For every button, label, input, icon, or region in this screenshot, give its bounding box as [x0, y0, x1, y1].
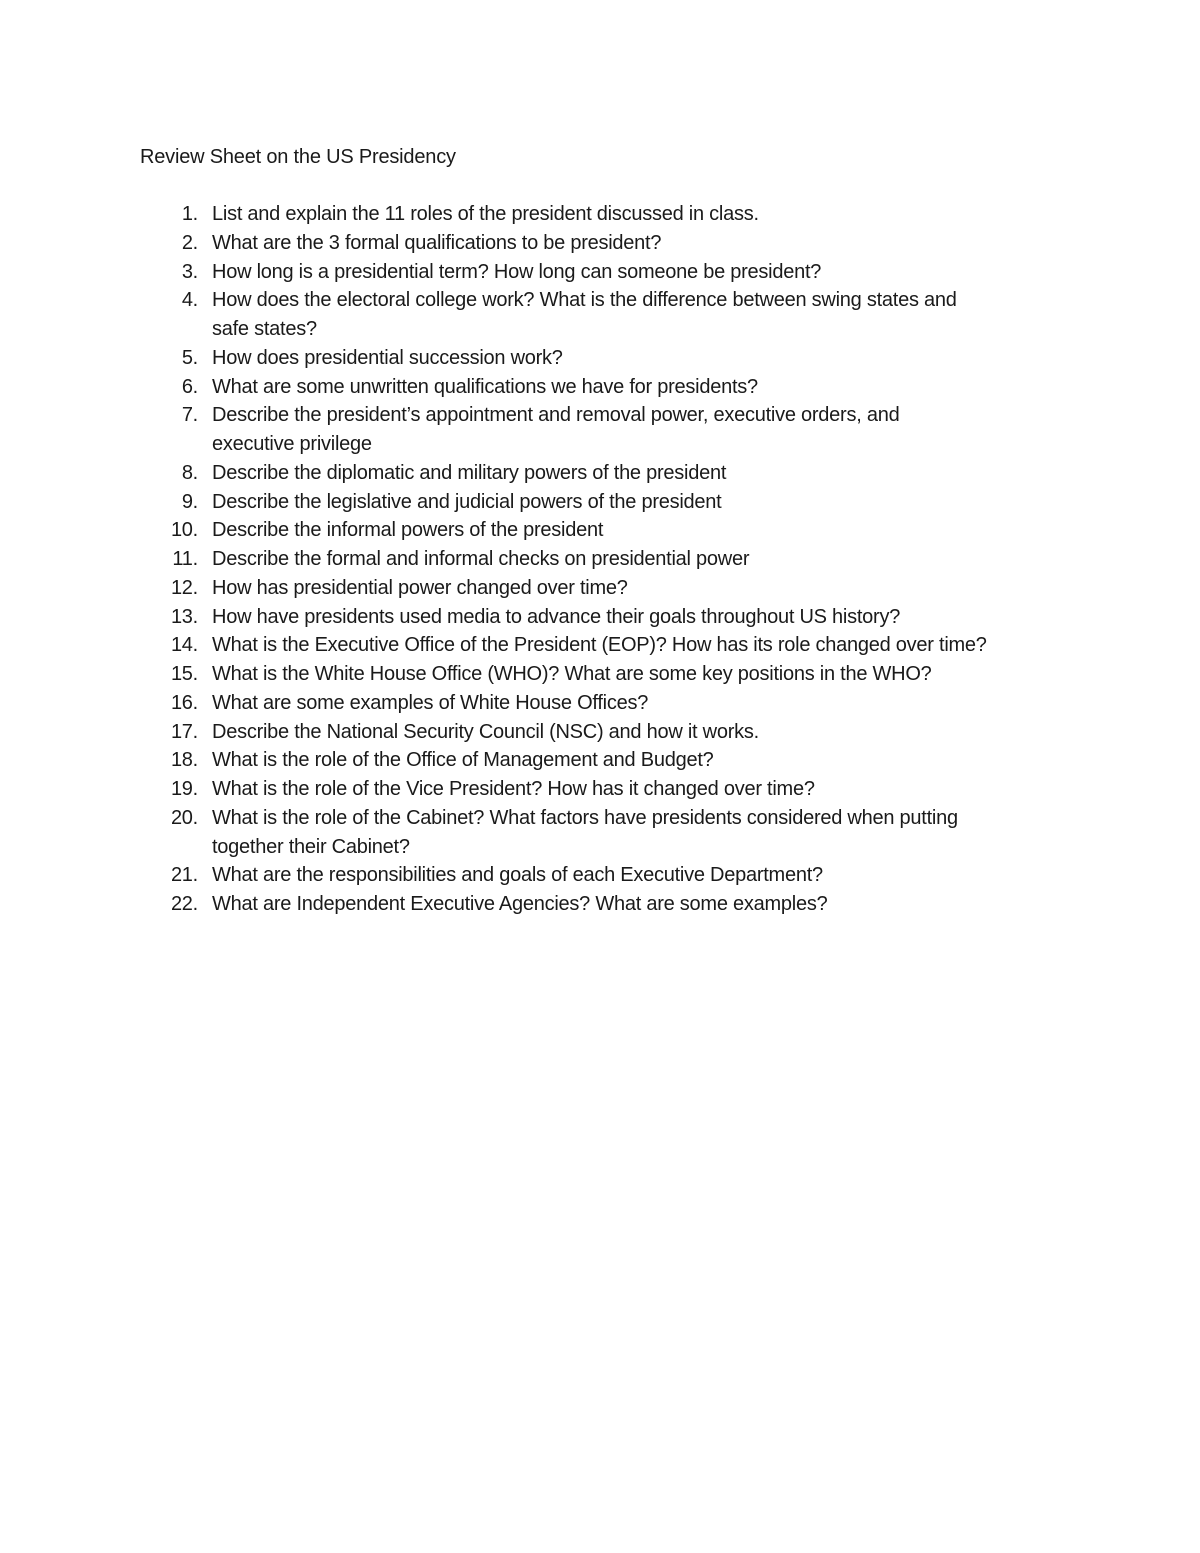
question-text: What are Independent Executive Agencies? What are some examples? [212, 893, 828, 915]
question-item [140, 631, 1100, 660]
question-item [140, 200, 1100, 229]
question-number: 19. [170, 778, 198, 800]
question-item [140, 258, 1100, 287]
question-item [140, 689, 1100, 718]
question-item [140, 459, 1100, 488]
question-text: How does presidential succession work? [212, 346, 563, 369]
question-text: Describe the formal and informal checks on presidential power [212, 548, 750, 570]
question-number: 3. [181, 260, 198, 283]
question-number: 16. [170, 691, 198, 714]
question-item [140, 516, 1100, 545]
question-number: 11. [172, 548, 198, 570]
question-number: 15. [170, 663, 198, 685]
question-number: 6. [181, 375, 198, 398]
question-text: What is the Executive Office of the President (EOP)? How has its role changed over time? [212, 634, 987, 657]
question-text: Describe the informal powers of the president [212, 519, 604, 542]
question-text: How have presidents used media to advance their goals throughout US history? [212, 605, 901, 628]
question-text: What is the role of the Vice President? How has it changed over time? [212, 778, 815, 800]
question-text: Describe the National Security Council (NSC) and how it works. [212, 720, 759, 743]
question-text: How long is a presidential term? How long can someone be president? [212, 260, 822, 283]
question-item [140, 718, 1100, 747]
question-text: What is the role of the Cabinet? What factors have presidents considered when putting together their Cabinet? [212, 806, 958, 858]
question-item [140, 229, 1100, 258]
question-number: 7. [181, 404, 198, 427]
question-item [140, 861, 1100, 890]
question-number: 2. [181, 231, 198, 254]
question-text: What is the role of the Office of Management and Budget? [212, 749, 714, 772]
question-item [140, 804, 1100, 862]
question-list [140, 200, 1100, 919]
question-text: List and explain the 11 roles of the president discussed in class. [212, 203, 759, 225]
question-text: Describe the president’s appointment and removal power, executive orders, and executive privilege [212, 404, 900, 455]
document-title: Review Sheet on the US Presidency [140, 146, 456, 168]
question-item [140, 660, 1100, 689]
question-item [140, 775, 1100, 804]
question-item [140, 603, 1100, 632]
question-number: 10. [170, 519, 198, 542]
question-text: How has presidential power changed over time? [212, 576, 628, 599]
question-number: 8. [181, 461, 198, 484]
question-number: 4. [181, 289, 198, 312]
question-item [140, 373, 1100, 402]
question-item [140, 286, 1100, 344]
question-number: 17. [170, 720, 198, 743]
question-item [140, 344, 1100, 373]
question-text: What are the 3 formal qualifications to be president? [212, 231, 662, 254]
question-text: Describe the legislative and judicial powers of the president [212, 490, 722, 513]
question-text: What is the White House Office (WHO)? What are some key positions in the WHO? [212, 663, 932, 685]
question-item [140, 488, 1100, 517]
question-number: 18. [170, 749, 198, 772]
question-text: How does the electoral college work? What is the difference between swing states and safe states? [212, 289, 957, 340]
question-number: 14. [170, 634, 198, 657]
question-number: 20. [170, 806, 198, 829]
question-number: 9. [181, 490, 198, 513]
question-item [140, 401, 1100, 459]
question-item [140, 890, 1100, 919]
question-text: What are the responsibilities and goals of each Executive Department? [212, 864, 823, 887]
question-item [140, 574, 1100, 603]
question-number: 21. [170, 864, 198, 887]
question-text: Describe the diplomatic and military powers of the president [212, 461, 727, 484]
question-number: 5. [181, 346, 198, 369]
question-number: 12. [170, 576, 198, 599]
question-text: What are some unwritten qualifications we have for presidents? [212, 375, 758, 398]
question-text: What are some examples of White House Offices? [212, 691, 649, 714]
question-number: 1. [181, 203, 198, 225]
question-item [140, 545, 1100, 574]
question-item [140, 746, 1100, 775]
question-number: 13. [170, 605, 198, 628]
question-number: 22. [170, 893, 198, 915]
